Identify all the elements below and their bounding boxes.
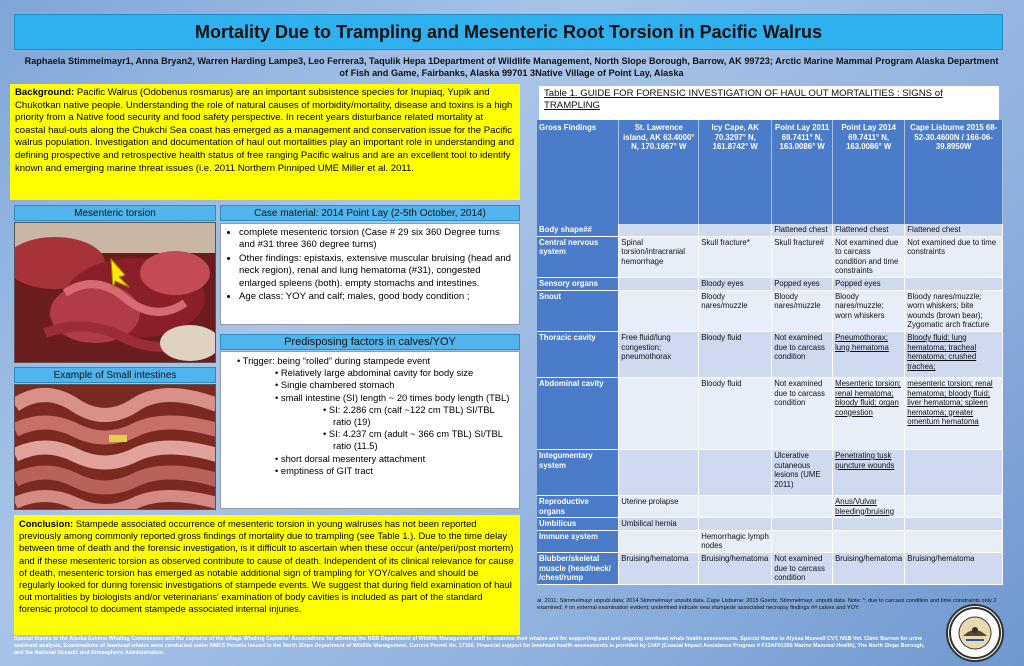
column-header: St. Lawrence island, AK 63.4000° N, 170.1667° W xyxy=(619,120,699,224)
acknowledgements: Special thanks to the Alaska Eskimo Whaling Commission and the captains of the village Whaling Captains' Associations for allowing the NSB Department of Wildlife Management staff to examine their whales and for supporting past and ongoing bowhead whale health assessments. Special thanks to Alyssa Maxwell CVT, NSB Vet. Clinic Barrow for urine sediment analysis. Examinations of bowhead whales were conducted under NMFS Permits issued to the North Slope Department of Wildlife Management. Current Permit No. 17350. Financial support for bowhead health assessments is provided by CIAP (Coastal Impact Assistance Program # F12AF01265 Marine Mammal Health), The North Slope Borough, and the National Oceanic and Atmospheric Administration. xyxy=(14,636,925,656)
table-cell xyxy=(699,495,772,517)
table-cell xyxy=(772,495,833,517)
table-row xyxy=(537,518,1003,531)
conclusion-label: Conclusion: xyxy=(19,518,74,529)
table-cell: Pneumothorax; lung hematoma xyxy=(833,331,905,377)
list-item: • Age class: YOY and calf; males, good body condition ; xyxy=(239,291,513,303)
table-cell xyxy=(833,518,905,531)
table-row xyxy=(537,290,1003,331)
table-cell: Popped eyes xyxy=(772,277,833,290)
list-item: • emptiness of GIT tract xyxy=(237,465,513,477)
table-cell: Penetrating tusk puncture wounds xyxy=(833,449,905,495)
table-cell: Mesenteric torsion; renal hematoma; bloody fluid; organ congestion xyxy=(833,377,905,449)
list-item: • small intestine (SI) length ~ 20 times body length (TBL) xyxy=(237,392,513,404)
table-cell xyxy=(905,277,1003,290)
predisposing-heading: Predisposing factors in calves/YOY xyxy=(220,334,520,350)
case-material-heading: Case material: 2014 Point Lay (2-5th October, 2014) xyxy=(220,205,520,221)
column-header: Icy Cape, AK 70.3297° N, 161.8742° W xyxy=(699,120,772,224)
table-cell: Not examined due to carcass condition xyxy=(772,331,833,377)
table-cell: Bloody nares/muzzle; worn whiskers xyxy=(833,290,905,331)
row-header: Immune system xyxy=(537,530,619,552)
table-cell: Ulcerative cutaneous lesions (UME 2011) xyxy=(772,449,833,495)
conclusion-section xyxy=(14,515,520,635)
table-cell: Bruising/hematoma xyxy=(833,552,905,584)
conclusion-text: Stampede associated occurrence of mesenteric torsion in young walruses has not been reported previously among commonly reported gross findings of mortality due to trampling (see Table 1.). Due to the time delay between time of death and the forensic investigation, is it difficult to ascertain when these occur (ante/peri/post mortem) and if these mesenteric torsion as observed contribute to cause of death. Independent of its clinical relevance for cause of death, mesenteric torsion has emerged as notable additional sign of trampling for YOY/calves and should be regularly looked for during forensic investigations of stampede events. We suggest that during field examination of haul out mortalities by biologists and/or veterinarians' examination of body cavities is included as part of the standard forensic protocol to document stampede associated internal injuries. xyxy=(19,518,514,615)
table-cell: Bloody eyes xyxy=(699,277,772,290)
column-header: Gross Findings xyxy=(537,120,619,224)
list-item: • Single chambered stomach xyxy=(237,379,513,391)
table-cell: Skull fracture# xyxy=(772,236,833,277)
list-item: • complete mesenteric torsion (Case # 29 six 360 Degree turns and #31 three 360 degree turns) xyxy=(239,227,513,252)
row-header: Thoracic cavity xyxy=(537,331,619,377)
row-header: Integumentary system xyxy=(537,449,619,495)
table-cell xyxy=(619,530,699,552)
list-item: • SI: 2.286 cm (calf ~122 cm TBL) SI/TBL ratio (19) xyxy=(237,404,513,428)
table-row xyxy=(537,495,1003,517)
table-cell: Umbilical hernia xyxy=(619,518,699,531)
table-cell xyxy=(833,530,905,552)
list-item: • Relatively large abdominal cavity for body size xyxy=(237,367,513,379)
small-intestines-image xyxy=(15,385,216,510)
table-cell xyxy=(905,495,1003,517)
table-row xyxy=(537,552,1003,584)
table-cell: Free fluid/lung congestion; pneumothorax xyxy=(619,331,699,377)
table-cell: Flattened chest xyxy=(833,224,905,236)
table-cell: Skull fracture* xyxy=(699,236,772,277)
predisposing-list xyxy=(220,351,520,509)
table-cell: Popped eyes xyxy=(833,277,905,290)
table-row xyxy=(537,530,1003,552)
table-cell: Not examined due to time constraints xyxy=(905,236,1003,277)
table-cell: Flattened chest xyxy=(905,224,1003,236)
row-header: Sensory organs xyxy=(537,277,619,290)
list-item: • Trigger: being “rolled” during stampede event xyxy=(237,355,513,367)
list-item: • Other findings: epistaxis, extensive muscular bruising (head and neck region), renal and lung hematoma (#31), congested enlarged spleens (both). empty stomachs and intestines. xyxy=(239,253,513,290)
column-header: Cape Lisburne 2015 68-52-30.4600N / 166-06-39.8950W xyxy=(905,120,1003,224)
table-cell: Hemorrhagic lymph nodes xyxy=(699,530,772,552)
table-cell: Bloody nares/muzzle xyxy=(772,290,833,331)
table-row xyxy=(537,331,1003,377)
table-cell: Flattened chest xyxy=(772,224,833,236)
table-cell: Not examined due to carcass condition and time constraints xyxy=(833,236,905,277)
small-intestines-photo xyxy=(14,384,216,510)
table-cell: Bruising/hematoma xyxy=(619,552,699,584)
column-header: Point Lay 2014 69.7411° N, 163.0086° W xyxy=(833,120,905,224)
mesenteric-photo-label: Mesenteric torsion xyxy=(14,205,216,221)
table-cell xyxy=(699,449,772,495)
table-cell: Bloody nares/muzzle; worn whiskers; bite wounds (brown bear); Zygomatic arch fracture xyxy=(905,290,1003,331)
mesenteric-torsion-photo xyxy=(14,222,216,363)
table-cell xyxy=(772,518,833,531)
table-cell xyxy=(619,377,699,449)
table-row xyxy=(537,277,1003,290)
table-row xyxy=(537,236,1003,277)
row-header: Blubber/skeletal muscle (head/neck/ /chest/rump xyxy=(537,552,619,584)
mesenteric-torsion-image xyxy=(15,223,216,363)
table-cell: Bloody fluid xyxy=(699,331,772,377)
table-cell xyxy=(905,518,1003,531)
table-cell: Bruising/hematoma xyxy=(699,552,772,584)
intestines-photo-label: Example of Small intestines xyxy=(14,367,216,383)
poster-title: Mortality Due to Trampling and Mesenteric Root Torsion in Pacific Walrus xyxy=(14,14,1003,50)
column-header: Point Lay 2011 69.7411° N, 163.0086° W xyxy=(772,120,833,224)
seal-icon xyxy=(948,606,1002,660)
table-cell: Spinal torsion/intracranial hemorrhage xyxy=(619,236,699,277)
table-cell: Bruising/hematoma xyxy=(905,552,1003,584)
table-cell xyxy=(905,449,1003,495)
table-cell xyxy=(619,290,699,331)
table-footnote: al. 2011; Stimmelmayr unpubl.data; 2014 Stimmelmayr unpubl.data. Cape Lisburne: 2015 Goertz, Stimmelmayr, unpubl.data. Note: *; due to carcass condition and time constraints only 2 examined; # on external examination evident; underlined indicate new stampede associated necropsy findings ## calves and YOY. xyxy=(537,598,997,611)
row-header: Abdominal cavity xyxy=(537,377,619,449)
findings-table xyxy=(537,120,1003,585)
list-item: • short dorsal mesentery attachment xyxy=(237,453,513,465)
table-cell: Bloody fluid xyxy=(699,377,772,449)
table-cell: Not examined due to carcass condition xyxy=(772,552,833,584)
north-slope-borough-seal xyxy=(946,604,1004,662)
table-cell: Uterine prolapse xyxy=(619,495,699,517)
table-row xyxy=(537,224,1003,236)
table-cell xyxy=(619,224,699,236)
table-cell: Anus/Vulvar bleeding/bruising xyxy=(833,495,905,517)
table-cell xyxy=(619,277,699,290)
table-caption: Table 1. GUIDE FOR FORENSIC INVESTIGATION OF HAUL OUT MORTALITIES : SIGNS of TRAMPLING xyxy=(539,86,999,120)
table-header-row xyxy=(537,120,1003,224)
background-label: Background: xyxy=(15,87,75,98)
table-cell xyxy=(699,224,772,236)
table-cell: Bloody fluid; lung hematoma; tracheal hematoma; crushed trachea; xyxy=(905,331,1003,377)
background-section xyxy=(10,84,520,200)
row-header: Snout xyxy=(537,290,619,331)
authors-affiliations: Raphaela Stimmelmayr1, Anna Bryan2, Warren Harding Lampe3, Leo Ferrera3, Taqulik Hepa 1Department of Wildlife Management, North Slope Borough, Barrow, AK 99723; Arctic Marine Mammal Program Alaska Department of Fish and Game, Fairbanks, Alaska 99701 3Native Village of Point Lay, Alaska xyxy=(24,56,999,78)
case-material-list xyxy=(220,223,520,325)
table-cell xyxy=(905,530,1003,552)
table-cell: Bloody nares/muzzle xyxy=(699,290,772,331)
row-header: Central nervous system xyxy=(537,236,619,277)
table-cell xyxy=(772,530,833,552)
row-header: Reproductive organs xyxy=(537,495,619,517)
table-cell: mesenteric torsion; renal hematoma; bloody fluid; liver hematoma; spleen hematoma; greater omentum hematoma xyxy=(905,377,1003,449)
background-text: Pacific Walrus (Odobenus rosmarus) are an important subsistence species for Inupiaq, Yupik and Chukotkan native people. Understanding the role of natural causes of morbidity/mortality, disease and toxins is a high priority from a Native food security and food safety perspective. In recent years disturbance related mortality at coastal haul-outs along the Chukchi Sea coast has emerged as a management and conservation issue for the Pacific walrus population. Investigation and documentation of haul out mortalities play an important role in understanding and defining prospective and retrospective health status of free ranging Pacific walrus and are an excellent tool to identify known and emerging marine threat issues (i.e. 2011 Northern Pinniped UME Miller et al. 2011. xyxy=(15,87,515,174)
list-item: • SI: 4.237 cm (adult ~ 366 cm TBL) SI/TBL ratio (11.5) xyxy=(237,428,513,452)
table-cell xyxy=(699,518,772,531)
table-row xyxy=(537,377,1003,449)
table-row xyxy=(537,449,1003,495)
table-cell: Not examined due to carcass condition xyxy=(772,377,833,449)
table-cell xyxy=(619,449,699,495)
row-header: Umbilicus xyxy=(537,518,619,531)
row-header: Body shape## xyxy=(537,224,619,236)
